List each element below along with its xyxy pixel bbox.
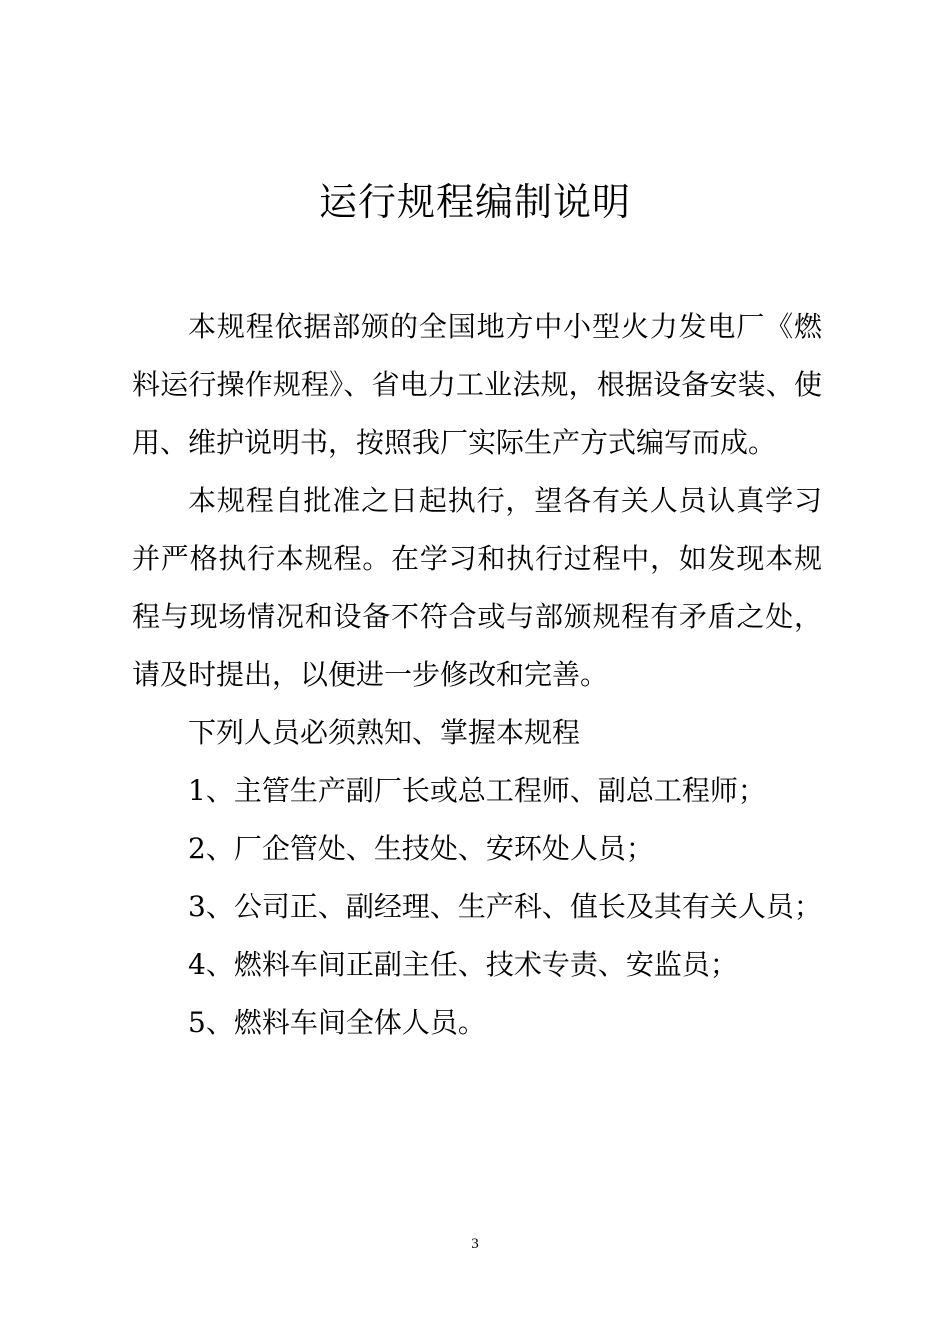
list-item: 3、公司正、副经理、生产科、值长及其有关人员； [188,890,822,923]
paragraph-execution: 本规程自批准之日起执行，望各有关人员认真学习并严格执行本规程。在学习和执行过程中，如发现本规程与现场情况和设备不符合或与部颁规程有矛盾之处，请及时提出，以便进一步修改和完善。 [132,484,822,691]
list-item: 2、厂企管处、生技处、安环处人员； [188,832,654,865]
page-number: 3 [471,1236,479,1252]
paragraph-basis: 本规程依据部颁的全国地方中小型火力发电厂《燃料运行操作规程》、省电力工业法规，根据设备安装、使用、维护说明书，按照我厂实际生产方式编写而成。 [132,310,822,459]
list-item: 4、燃料车间正副主任、技术专责、安监员； [188,948,738,981]
page-title: 运行规程编制说明 [318,180,631,224]
list-item: 5、燃料车间全体人员。 [188,1006,486,1039]
document-body [132,298,822,1052]
list-item: 1、主管生产副厂长或总工程师、副总工程师； [188,774,766,807]
paragraph-personnel-intro: 下列人员必须熟知、掌握本规程 [188,716,581,749]
